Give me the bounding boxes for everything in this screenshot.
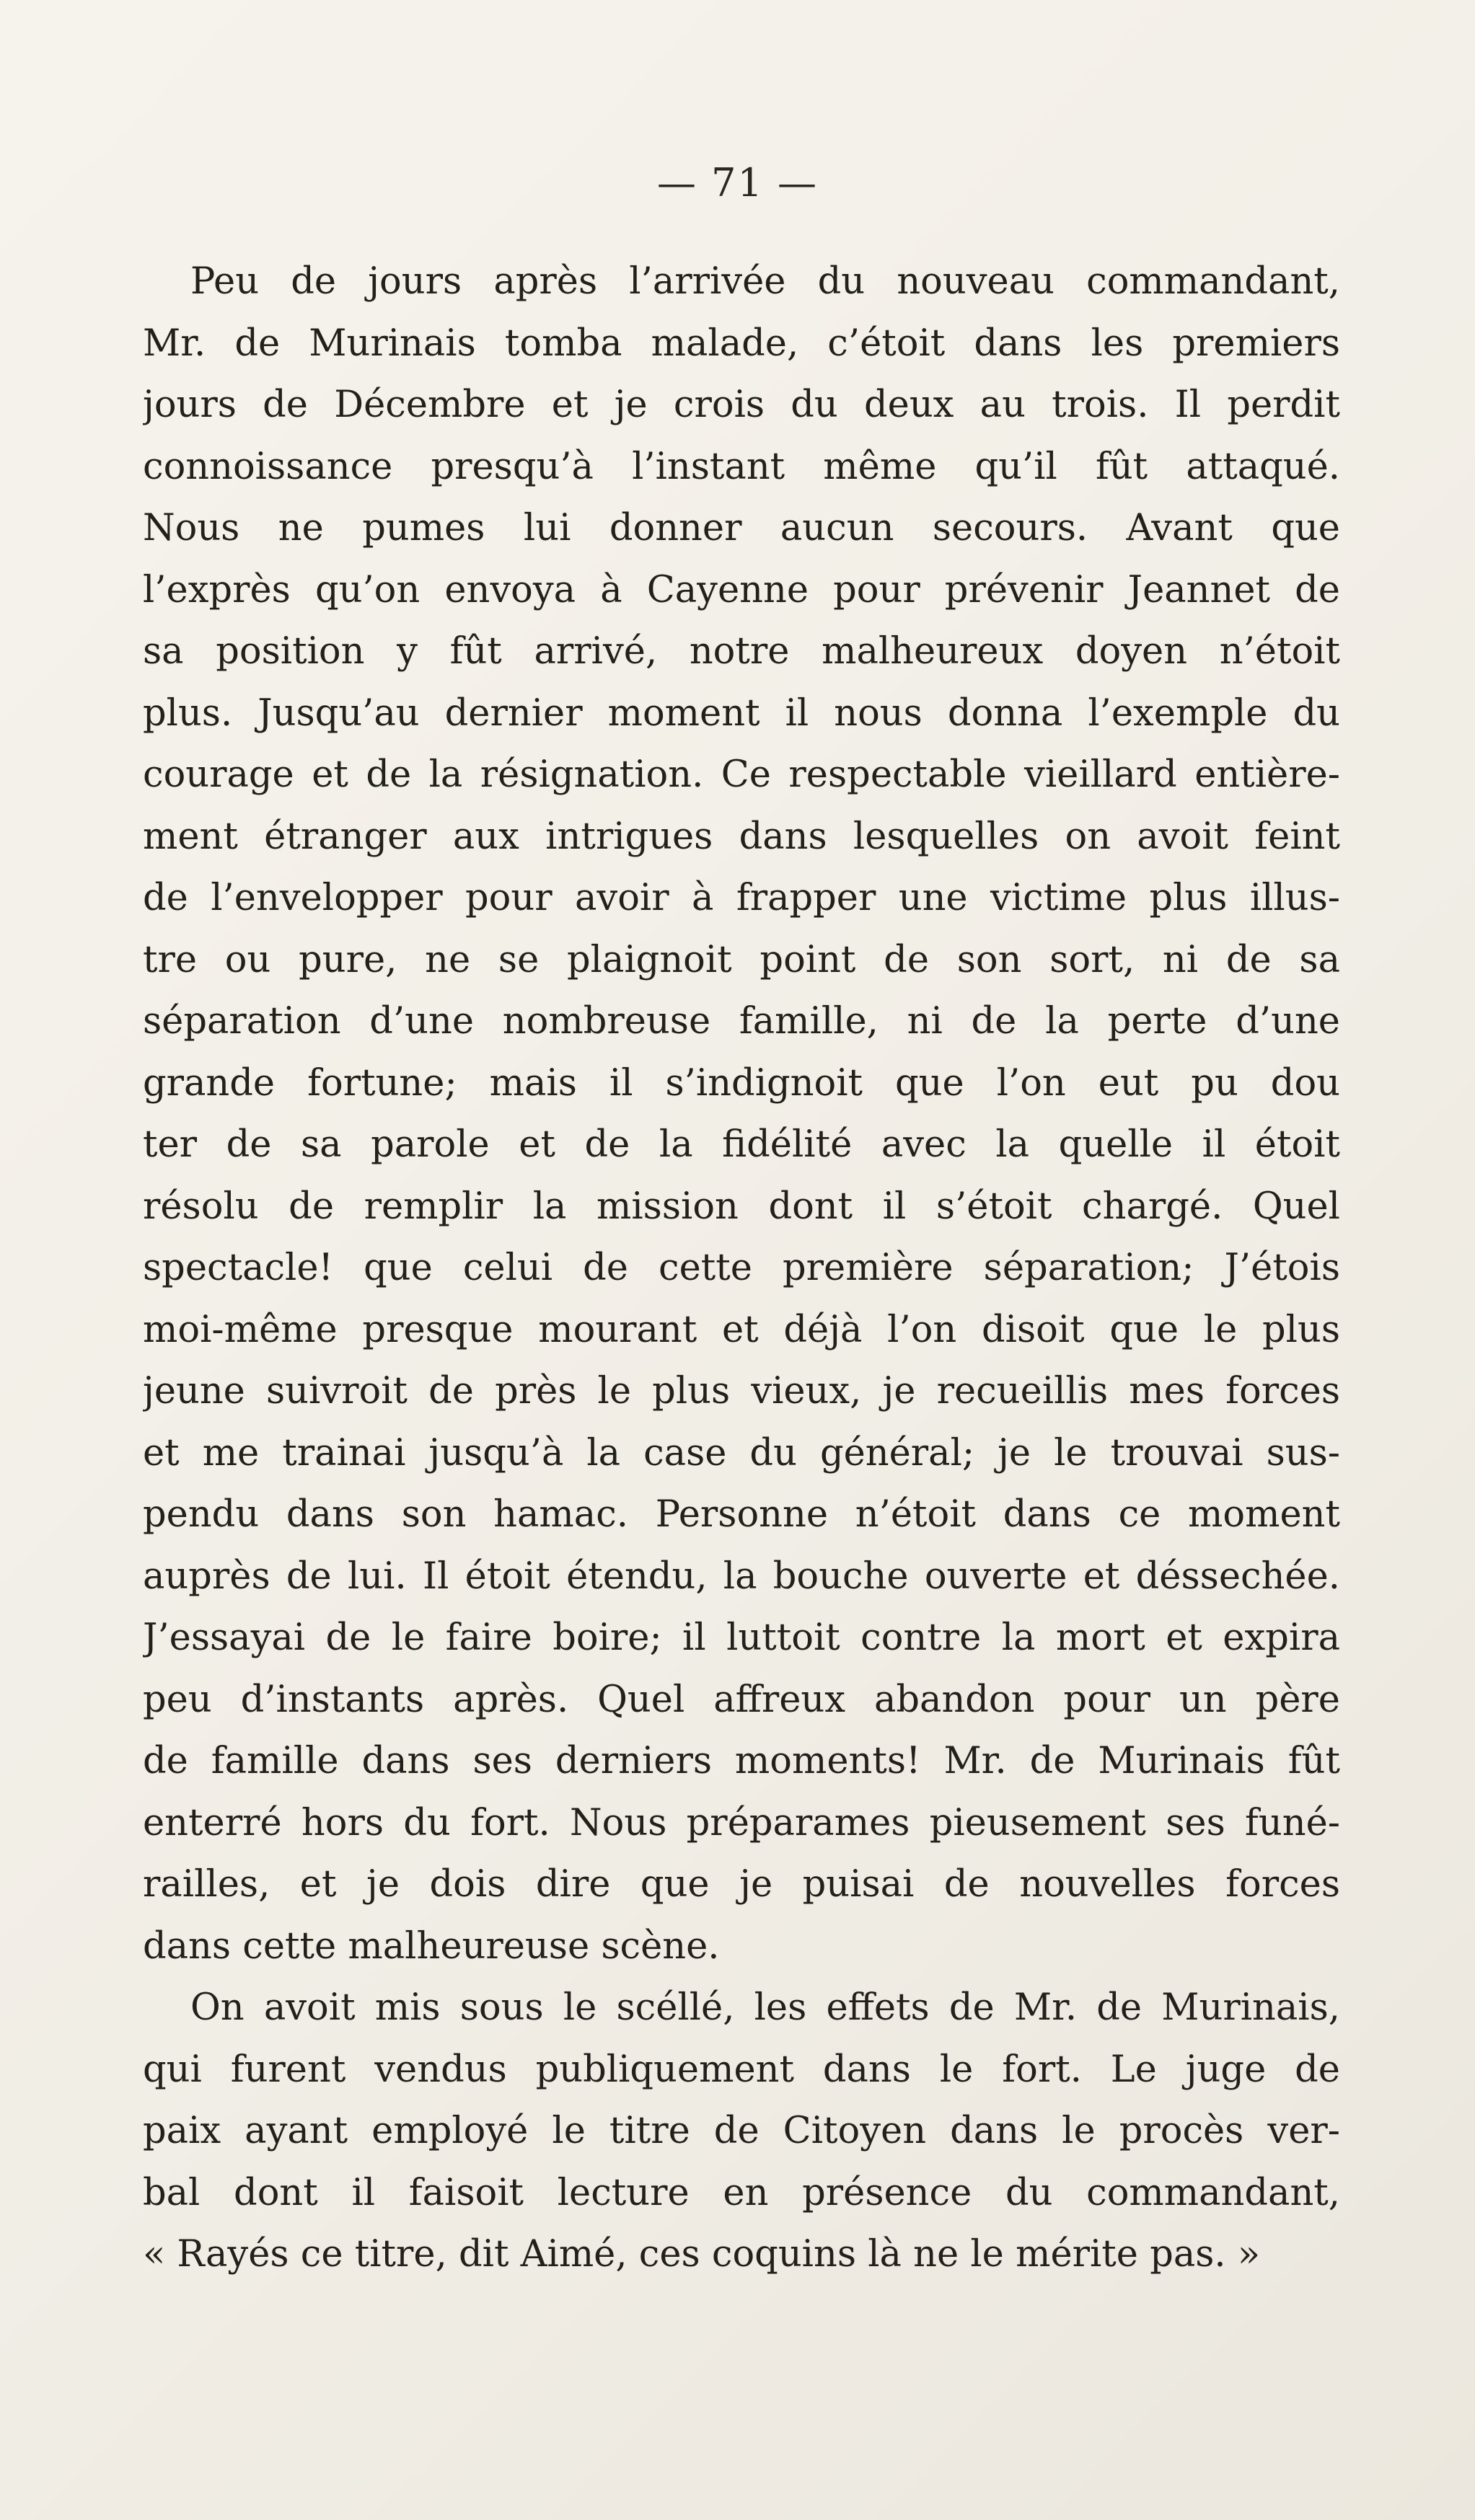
text-line: dans cette malheureuse scène. <box>143 1924 720 1968</box>
text-line: moi-même presque mourant et déjà l’on disoit que le plus <box>143 1308 1340 1351</box>
paragraph <box>143 1977 1340 2286</box>
text-line: résolu de remplir la mission dont il s’étoit chargé. Quel <box>143 1185 1340 1228</box>
text-line: séparation d’une nombreuse famille, ni de la perte d’une <box>143 1000 1340 1043</box>
page-number: — 71 — <box>656 160 819 205</box>
text-line: railles, et je dois dire que je puisai de nouvelles forces <box>143 1863 1340 1906</box>
text-line: ter de sa parole et de la fidélité avec la quelle il étoit <box>143 1123 1340 1166</box>
text-body <box>143 251 1340 2286</box>
text-line: spectacle! que celui de cette première séparation; J’étois <box>143 1247 1340 1289</box>
text-line: qui furent vendus publiquement dans le fort. Le juge de <box>143 2048 1340 2091</box>
text-line: l’exprès qu’on envoya à Cayenne pour prévenir Jeannet de <box>143 568 1340 611</box>
text-line: peu d’instants après. Quel affreux abandon pour un père <box>143 1678 1340 1721</box>
text-line: sa position y fût arrivé, notre malheureux doyen n’étoit <box>143 630 1340 673</box>
text-line: courage et de la résignation. Ce respectable vieillard entière- <box>143 753 1340 796</box>
text-line: « Rayés ce titre, dit Aimé, ces coquins là ne le mérite pas. » <box>143 2233 1261 2276</box>
text-line: de famille dans ses derniers moments! Mr. de Murinais fût <box>143 1740 1340 1782</box>
text-line: pendu dans son hamac. Personne n’étoit dans ce moment <box>143 1493 1340 1536</box>
text-line: bal dont il faisoit lecture en présence du commandant, <box>143 2171 1340 2214</box>
text-line: enterré hors du fort. Nous préparames pieusement ses funé- <box>143 1801 1340 1844</box>
text-line: paix ayant employé le titre de Citoyen dans le procès ver- <box>143 2110 1340 2152</box>
text-line: Peu de jours après l’arrivée du nouveau commandant, <box>190 260 1340 303</box>
text-line: auprès de lui. Il étoit étendu, la bouche ouverte et déssechée. <box>143 1555 1340 1598</box>
text-line: jeune suivroit de près le plus vieux, je recueillis mes forces <box>143 1370 1340 1412</box>
text-line: On avoit mis sous le scéllé, les effets de Mr. de Murinais, <box>190 1986 1340 2029</box>
text-line: J’essayai de le faire boire; il luttoit contre la mort et expira <box>143 1617 1340 1659</box>
text-line: Nous ne pumes lui donner aucun secours. Avant que <box>143 507 1340 549</box>
text-line: grande fortune; mais il s’indignoit que l’on eut pu dou <box>143 1061 1340 1105</box>
text-line: plus. Jusqu’au dernier moment il nous donna l’exemple du <box>143 691 1340 735</box>
text-line: de l’envelopper pour avoir à frapper une victime plus illus- <box>143 877 1340 919</box>
text-line: Mr. de Murinais tomba malade, c’étoit dans les premiers <box>143 322 1340 365</box>
text-line: tre ou pure, ne se plaignoit point de son sort, ni de sa <box>143 938 1340 981</box>
text-line: et me trainai jusqu’à la case du général; je le trouvai sus- <box>143 1431 1340 1475</box>
text-line: connoissance presqu’à l’instant même qu’il fût attaqué. <box>143 445 1340 488</box>
text-line: ment étranger aux intrigues dans lesquelles on avoit feint <box>143 815 1340 858</box>
text-line: jours de Décembre et je crois du deux au trois. Il perdit <box>143 384 1340 426</box>
paragraph <box>143 251 1340 1977</box>
